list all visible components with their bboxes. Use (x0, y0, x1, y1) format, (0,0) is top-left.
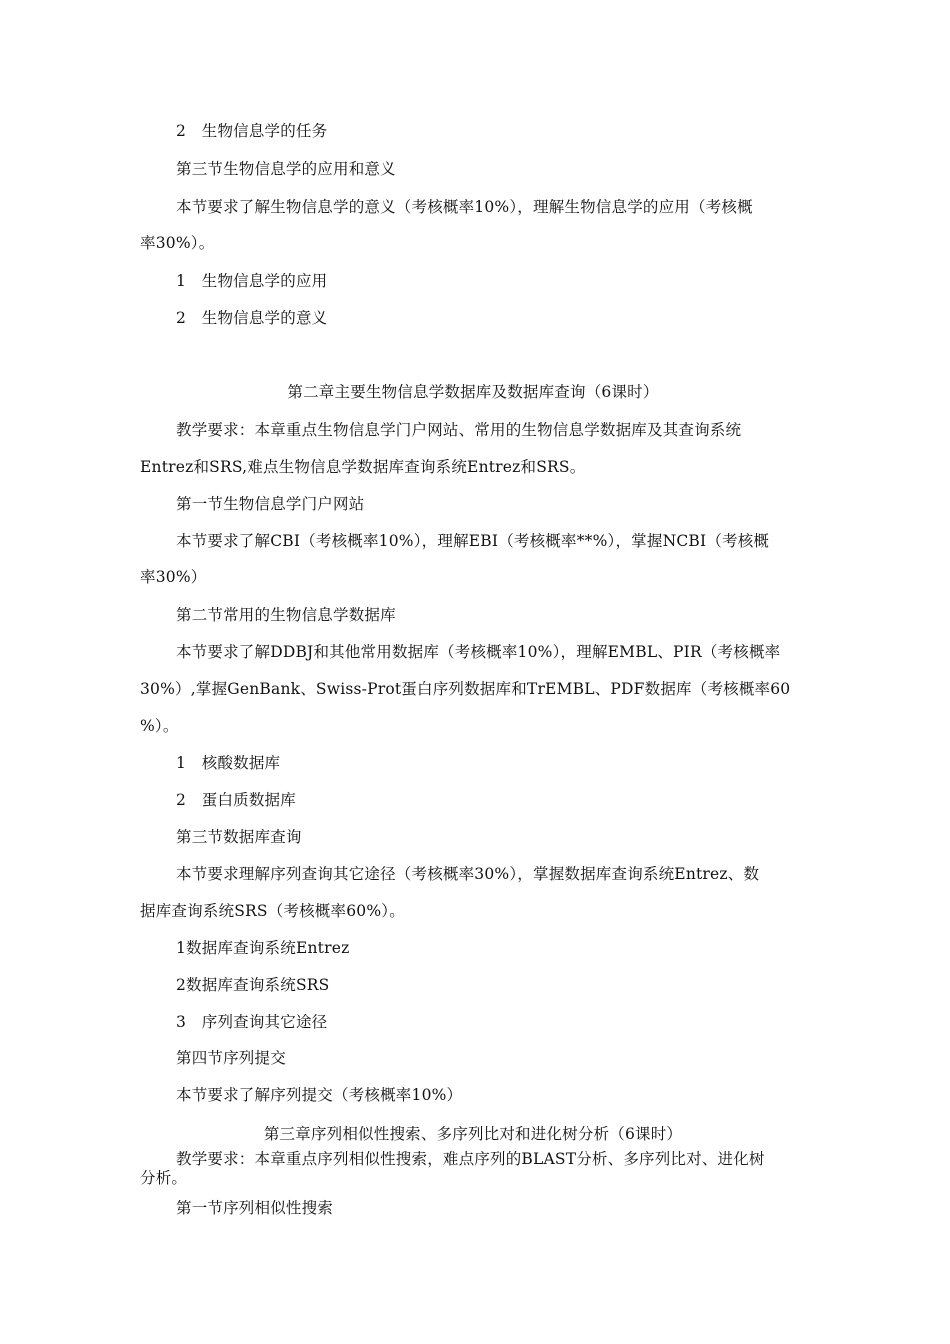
paragraph-line: 分析。 (140, 1169, 188, 1187)
paragraph-line: 率30%） (140, 568, 207, 586)
paragraph-line: 本节要求理解序列查询其它途径（考核概率30%），掌握数据库查询系统Entrez、数 (176, 865, 760, 883)
section-heading: 第二节常用的生物信息学数据库 (176, 606, 396, 624)
paragraph-line: 据库查询系统SRS（考核概率60%）。 (140, 902, 405, 920)
list-item: 2数据库查询系统SRS (176, 976, 330, 994)
section-heading: 第三节数据库查询 (176, 828, 302, 846)
paragraph-line: 本节要求了解序列提交（考核概率10%） (176, 1086, 463, 1104)
list-item: 1数据库查询系统Entrez (176, 939, 350, 957)
list-item: 3 序列查询其它途径 (176, 1013, 328, 1031)
paragraph-line: 本节要求了解CBI（考核概率10%），理解EBI（考核概率**%），掌握NCBI（考核概 (176, 532, 770, 550)
chapter-title: 第三章序列相似性搜索、多序列比对和进化树分析（6课时） (263, 1125, 683, 1143)
list-item: 2 生物信息学的意义 (176, 309, 328, 327)
section-heading: 第四节序列提交 (176, 1049, 286, 1067)
section-heading: 第一节生物信息学门户网站 (176, 495, 365, 513)
paragraph-line: 率30%）。 (140, 234, 215, 252)
paragraph-line: 教学要求：本章重点生物信息学门户网站、常用的生物信息学数据库及其查询系统 (176, 421, 742, 439)
list-item: 2 蛋白质数据库 (176, 791, 296, 809)
list-item: 1 核酸数据库 (176, 754, 281, 772)
paragraph-line: 30%）,掌握GenBank、Swiss-Prot蛋白序列数据库和TrEMBL、PDF数据库（考核概率60 (140, 680, 791, 698)
paragraph-line: Entrez和SRS,难点生物信息学数据库查询系统Entrez和SRS。 (140, 458, 586, 476)
section-heading: 第三节生物信息学的应用和意义 (176, 160, 396, 178)
text-line: 2 生物信息学的任务 (176, 122, 328, 140)
paragraph-line: 本节要求了解DDBJ和其他常用数据库（考核概率10%），理解EMBL、PIR（考核概率 (176, 643, 781, 661)
paragraph-line: 教学要求：本章重点序列相似性搜索，难点序列的BLAST分析、多序列比对、进化树 (176, 1150, 765, 1168)
paragraph-line: 本节要求了解生物信息学的意义（考核概率10%），理解生物信息学的应用（考核概 (176, 198, 753, 216)
section-heading: 第一节序列相似性搜索 (176, 1199, 334, 1217)
paragraph-line: %）。 (140, 717, 179, 735)
list-item: 1 生物信息学的应用 (176, 272, 328, 290)
chapter-title: 第二章主要生物信息学数据库及数据库查询（6课时） (287, 383, 659, 401)
